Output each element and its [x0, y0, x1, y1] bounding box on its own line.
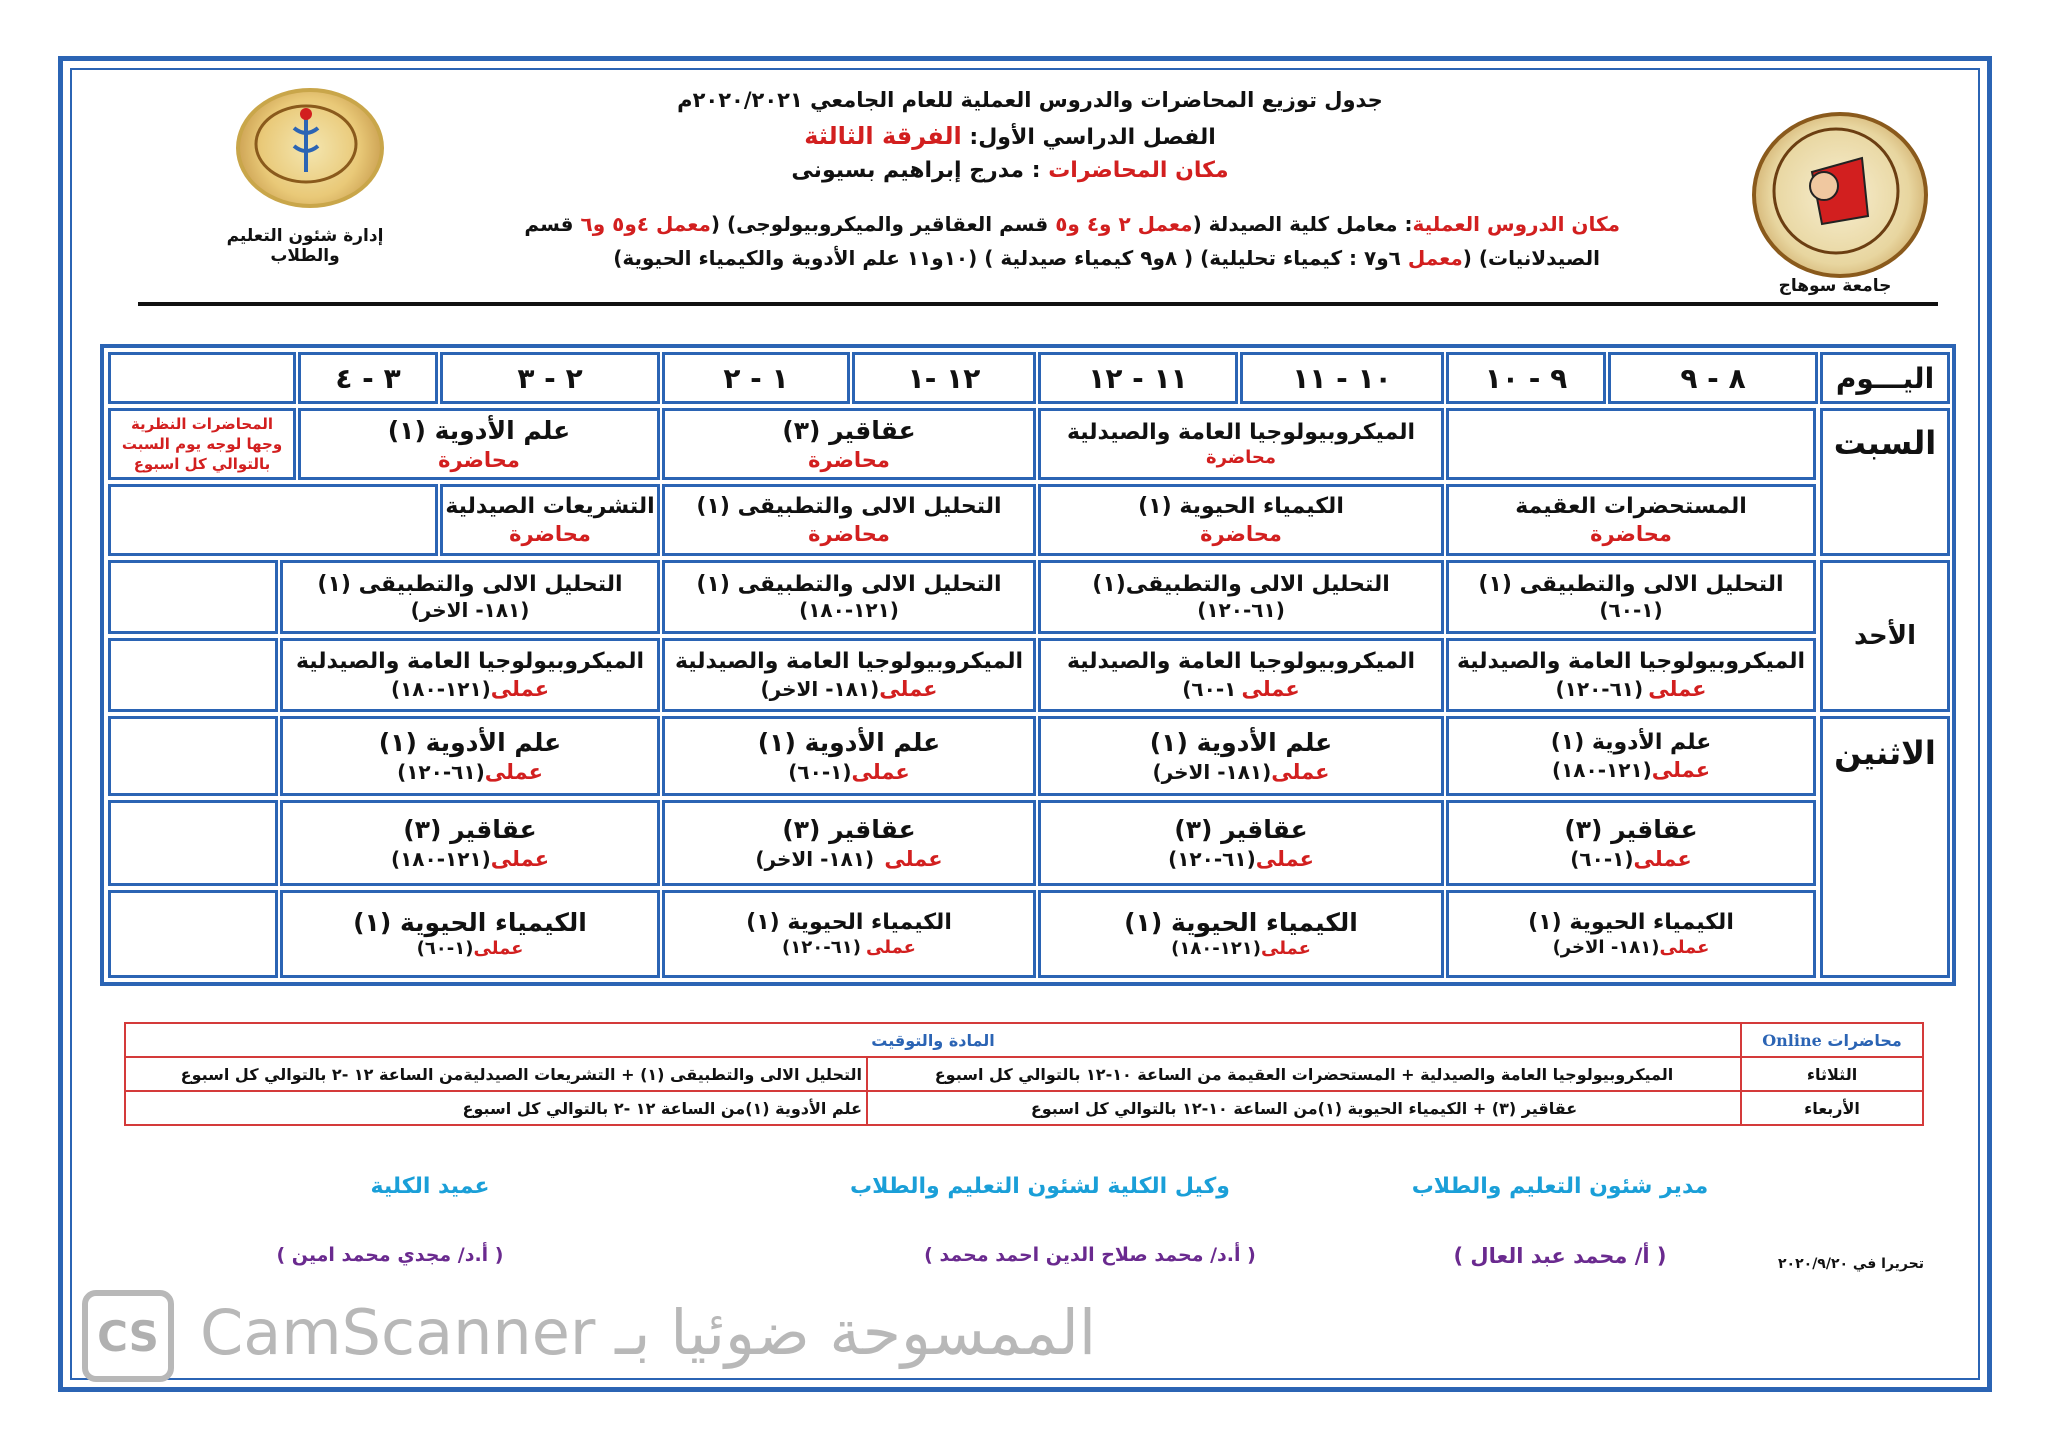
sun2-cell-empty [108, 638, 278, 712]
sun1-cell-8-10 [1446, 560, 1816, 634]
schedule-title: جدول توزيع المحاضرات والدروس العملية للعام الجامعي ٢٠٢٠/٢٠٢١م [677, 88, 1383, 112]
practical-labs-red: معمل ٢ و٤ و٥ [1055, 212, 1193, 236]
lecture-place-line [760, 158, 1260, 183]
practical-place-line1 [524, 212, 1620, 236]
subject: الكيمياء الحيوية (١) [746, 910, 952, 935]
session-type: محاضرة [1200, 521, 1282, 546]
sat2-cell-10-12 [1038, 484, 1444, 556]
day-saturday: السبت [1820, 408, 1950, 556]
note-text: المحاضرات النظرية وجها لوجه يوم السبت بالتوالي كل اسبوع [121, 414, 283, 474]
group-range: (١٢١-١٨٠) [799, 598, 899, 623]
mon3-cell-8-10 [1446, 890, 1816, 978]
session-type: عملى [884, 846, 943, 871]
online-tuesday-a: الميكروبيولوجيا العامة والصيدلية + المستحضرات العقيمة من الساعة ١٠-١٢ بالتوالي كل اسبوع [934, 1064, 1674, 1084]
sat1-cell-10-12 [1038, 408, 1444, 480]
subject: التشريعات الصيدلية [445, 494, 655, 520]
session-type: عملى [1241, 676, 1300, 701]
subject: عقاقير (٣) [403, 815, 537, 845]
mon3-cell-10-12 [1038, 890, 1444, 978]
sun2-cell-2-4 [280, 638, 660, 712]
practical-place-label: مكان الدروس العملية [1412, 212, 1620, 236]
subject: عقاقير (٣) [1564, 815, 1698, 845]
subject: عقاقير (٣) [782, 416, 916, 446]
group-range: (١٨١- الاخر) [760, 676, 880, 701]
group-range: (١-٦٠) [1570, 846, 1634, 871]
vice-dean-title: وكيل الكلية لشئون التعليم والطلاب [850, 1174, 1230, 1199]
subject: الميكروبيولوجيا العامة والصيدلية [674, 649, 1024, 675]
mon2-cell-8-10 [1446, 800, 1816, 886]
subject: الكيمياء الحيوية (١) [1528, 910, 1734, 935]
session-type: عملى [1648, 676, 1707, 701]
session-type: عملى [1651, 757, 1711, 782]
session-type: محاضرة [1205, 446, 1277, 468]
subject: المستحضرات العقيمة [1515, 494, 1747, 520]
sun1-cell-12-2 [662, 560, 1036, 634]
sun1-cell-empty [108, 560, 278, 634]
session-type: عملى [851, 759, 910, 784]
session-type: محاضرة [509, 521, 591, 546]
group-range: (٦١-١٢٠) [397, 759, 485, 784]
subject: عقاقير (٣) [782, 815, 916, 845]
session-type: عملى [1659, 936, 1710, 958]
sat1-cell-8-10 [1446, 408, 1816, 480]
subject: التحليل الالى والتطبيقى(١) [1092, 571, 1390, 597]
online-day-wednesday: الأربعاء [1804, 1098, 1860, 1118]
group-range: (١-٦٠) [416, 938, 474, 960]
subject: علم الأدوية (١) [757, 728, 941, 758]
session-type: عملى [879, 676, 938, 701]
subject: عقاقير (٣) [1174, 815, 1308, 845]
lecture-place-value: : مدرج إبراهيم بسيونى [791, 158, 1041, 183]
subject: الكيمياء الحيوية (١) [1124, 908, 1358, 938]
session-type: عملى [490, 676, 550, 701]
lecture-place-label: مكان المحاضرات [1048, 158, 1229, 183]
sun2-cell-12-2 [662, 638, 1036, 712]
group-range: (٦١-١٢٠) [1197, 598, 1285, 623]
subject: الميكروبيولوجيا العامة والصيدلية [1456, 649, 1806, 675]
subject: التحليل الالى والتطبيقى (١) [696, 571, 1002, 597]
session-type: محاضرة [438, 447, 520, 472]
group-range: (٦١-١٢٠) [1555, 676, 1644, 701]
subject: علم الأدوية (١) [387, 416, 571, 446]
session-type: عملى [473, 938, 524, 960]
schedule-table [100, 344, 1956, 986]
session-type: عملى [1255, 846, 1314, 871]
header-slot-11-12: ١١ - ١٢ [1038, 352, 1238, 404]
online-header-subject: المادة والتوقيت [871, 1030, 995, 1050]
practical-text: : معامل كلية الصيدلة ( [1192, 212, 1413, 236]
subject: الميكروبيولوجيا العامة والصيدلية [1066, 649, 1416, 675]
header-divider [138, 302, 1938, 306]
subject: علم الأدوية (١) [378, 728, 562, 758]
signature-date: تحريرا في ٢٠٢٠/٩/٢٠ [1778, 1256, 1924, 1272]
subject: الكيمياء الحيوية (١) [1138, 494, 1344, 520]
mon2-cell-empty [108, 800, 278, 886]
subject: التحليل الالى والتطبيقى (١) [696, 494, 1002, 520]
session-type: عملى [1633, 846, 1692, 871]
practical-labs-red: معمل [1407, 246, 1463, 270]
sat1-cell-12-2 [662, 408, 1036, 480]
header-slot-10-11: ١٠ - ١١ [1240, 352, 1444, 404]
day-sunday: الأحد [1820, 560, 1950, 712]
dean-title: عميد الكلية [370, 1174, 490, 1199]
group-range: (١٨١- الاخر) [1152, 759, 1272, 784]
group-range: (١٢١-١٨٠) [1171, 938, 1261, 960]
semester-label: الفصل الدراسي الأول: [969, 125, 1216, 150]
online-lectures-table [124, 1022, 1924, 1126]
group-range: (١٢١-١٨٠) [1551, 757, 1652, 782]
subject: التحليل الالى والتطبيقى (١) [1478, 571, 1784, 597]
online-wednesday-b: علم الأدوية (١)من الساعة ١٢ -٢ بالتوالي كل اسبوع [462, 1098, 862, 1118]
group-range: (٦١-١٢٠) [782, 936, 861, 958]
online-header-label [1742, 1024, 1922, 1056]
session-type: عملى [484, 759, 543, 784]
semester-line [760, 122, 1260, 150]
group-range: ١-٦٠) [1182, 676, 1237, 701]
camscanner-logo-icon: CS [82, 1290, 174, 1382]
camscanner-watermark: CamScanner الممسوحة ضوئيا بـ [200, 1296, 1097, 1369]
mon1-cell-empty [108, 716, 278, 796]
subject: التحليل الالى والتطبيقى (١) [317, 571, 623, 597]
sat2-cell-12-2 [662, 484, 1036, 556]
session-type: عملى [1260, 938, 1311, 960]
right-caption: جامعة سوهاج [1778, 276, 1892, 296]
online-day-tuesday: الثلاثاء [1806, 1064, 1858, 1084]
header-slot-12-1: ١٢ -١ [852, 352, 1036, 404]
header-slot-1-2: ١ - ٢ [662, 352, 850, 404]
group-range: (١-٦٠) [788, 759, 852, 784]
online-wednesday-a: عقاقير (٣) + الكيمياء الحيوية (١)من الساعة ١٠-١٢ بالتوالي كل اسبوع [1030, 1098, 1578, 1118]
subject: الميكروبيولوجيا العامة والصيدلية [295, 649, 645, 675]
practical-labs-red: معمل ٤و٥ و٦ [580, 212, 711, 236]
group-range: (١٨١- الاخر) [410, 598, 530, 623]
mon3-cell-12-2 [662, 890, 1036, 978]
sat1-cell-2-4 [298, 408, 660, 480]
session-type: عملى [490, 846, 550, 871]
group-range: (١-٦٠) [1599, 598, 1663, 623]
manager-title: مدير شئون التعليم والطلاب [1411, 1174, 1709, 1199]
header-day: اليـــوم [1820, 352, 1950, 404]
practical-text: ٦و٧ : كيمياء تحليلية) ( ٨و٩ كيمياء صيدلية ) (١٠و١١ علم الأدوية والكيمياء الحيوية) [613, 246, 1408, 270]
session-type: محاضرة [808, 521, 890, 546]
sat-note-cell [108, 408, 296, 480]
mon2-cell-2-4 [280, 800, 660, 886]
manager-name: ( أ/ محمد عبد العال ) [1453, 1244, 1667, 1268]
faculty-seal [236, 88, 384, 208]
subject: الكيمياء الحيوية (١) [353, 908, 587, 938]
group-range: (٦١-١٢٠) [1168, 846, 1256, 871]
sat2-cell-2-3 [440, 484, 660, 556]
header-slot-3-4: ٣ - ٤ [298, 352, 438, 404]
header-slot-8-9: ٨ - ٩ [1608, 352, 1818, 404]
practical-text: قسم [524, 212, 581, 236]
sun2-cell-10-12 [1038, 638, 1444, 712]
group-range: (١٨١- الاخر) [755, 846, 875, 871]
subject: علم الأدوية (١) [1149, 728, 1333, 758]
left-caption: إدارة شئون التعليم والطلاب [226, 226, 384, 266]
online-word: Online [1762, 1030, 1822, 1050]
mon2-cell-10-12 [1038, 800, 1444, 886]
mon1-cell-2-4 [280, 716, 660, 796]
practical-place-line2 [560, 246, 1600, 270]
dean-name: ( أ.د/ مجدي محمد امين ) [276, 1244, 504, 1266]
subject: علم الأدوية (١) [1550, 730, 1712, 756]
session-type: محاضرة [1590, 521, 1672, 546]
session-type: عملى [866, 936, 916, 958]
subject: الميكروبيولوجيا العامة والصيدلية [1066, 420, 1416, 445]
practical-text: الصيدلانيات) ( [1462, 246, 1600, 270]
practical-text: قسم العقاقير والميكروبيولوجى) ( [710, 212, 1056, 236]
online-label: محاضرات [1827, 1030, 1902, 1050]
mon2-cell-12-2 [662, 800, 1036, 886]
university-seal [1752, 112, 1928, 278]
day-monday: الاثنين [1820, 716, 1950, 978]
session-type: عملى [1271, 759, 1330, 784]
sun2-cell-8-10 [1446, 638, 1816, 712]
header-slot-2-3: ٢ - ٣ [440, 352, 660, 404]
mon1-cell-8-10 [1446, 716, 1816, 796]
sat2-cell-8-10 [1446, 484, 1816, 556]
mon1-cell-12-2 [662, 716, 1036, 796]
online-tuesday-b: التحليل الالى والتطبيقى (١) + التشريعات الصيدليةمن الساعة ١٢ -٢ بالتوالي كل اسبوع [180, 1064, 862, 1084]
sun1-cell-10-12 [1038, 560, 1444, 634]
sun1-cell-2-4 [280, 560, 660, 634]
mon3-cell-2-4 [280, 890, 660, 978]
mon1-cell-10-12 [1038, 716, 1444, 796]
group-range: (١٨١- الاخر) [1552, 936, 1660, 958]
mon3-cell-empty [108, 890, 278, 978]
sat2-cell-empty [108, 484, 438, 556]
group-range: (١٢١-١٨٠) [390, 846, 491, 871]
session-type: محاضرة [808, 447, 890, 472]
header-empty [108, 352, 296, 404]
vice-dean-name: ( أ.د/ محمد صلاح الدين احمد محمد ) [924, 1244, 1256, 1266]
year-group: الفرقة الثالثة [804, 122, 962, 150]
group-range: (١٢١-١٨٠) [390, 676, 491, 701]
header-slot-9-10: ٩ - ١٠ [1446, 352, 1606, 404]
